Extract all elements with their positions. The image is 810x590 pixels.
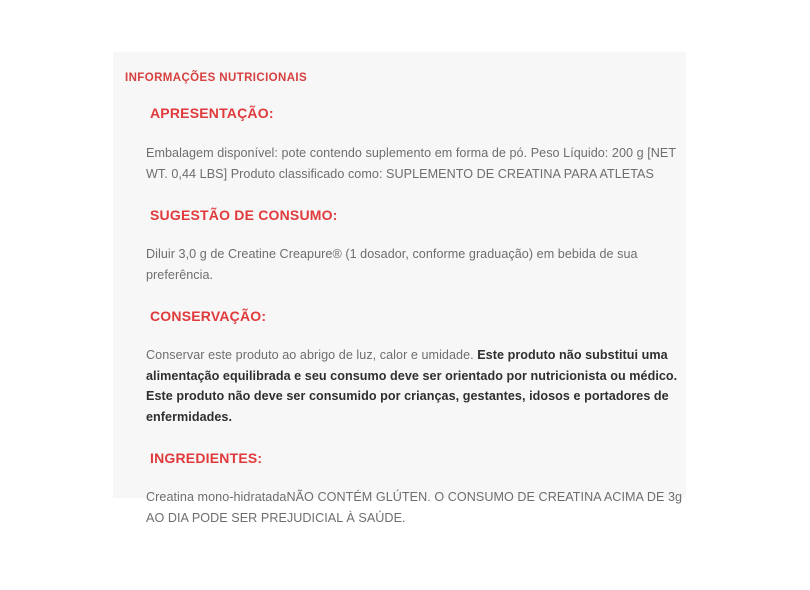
section-heading-sugestao-de-consumo: SUGESTÃO DE CONSUMO: [150, 207, 338, 223]
panel-title: INFORMAÇÕES NUTRICIONAIS [125, 72, 308, 84]
section-apresentacao [125, 104, 678, 184]
conservacao-text-bold: Este produto não substitui uma alimentação equilibrada e seu consumo deve ser orientado por nutricionista ou médico. Este produto não deve ser consumido por crianças, gestantes, idosos e portadores de enfermidades. [146, 348, 678, 424]
section-heading-conservacao: CONSERVAÇÃO: [150, 308, 267, 324]
section-conservacao [125, 307, 678, 427]
sections-container [125, 104, 683, 530]
section-sugestao-de-consumo [125, 206, 678, 285]
section-ingredientes [125, 449, 683, 528]
nutrition-information-panel [113, 52, 686, 525]
section-body-sugestao-de-consumo: Diluir 3,0 g de Creatine Creapure® (1 dosador, conforme graduação) em bebida de sua preferência. [146, 247, 638, 282]
section-heading-apresentacao: APRESENTAÇÃO: [150, 105, 274, 121]
section-heading-ingredientes: INGREDIENTES: [150, 450, 263, 466]
section-body-apresentacao: Embalagem disponível: pote contendo suplemento em forma de pó. Peso Líquido: 200 g [NET WT. 0,44 LBS] Produto classificado como: SUPLEMENTO DE CREATINA PARA ATLETAS [146, 146, 676, 181]
section-body-conservacao [146, 345, 686, 427]
section-body-ingredientes: Creatina mono-hidratadaNÃO CONTÉM GLÚTEN. O CONSUMO DE CREATINA ACIMA DE 3g AO DIA PODE SER PREJUDICIAL À SAÚDE. [146, 490, 683, 525]
conservacao-text-normal: Conservar este produto ao abrigo de luz, calor e umidade. [146, 348, 478, 362]
